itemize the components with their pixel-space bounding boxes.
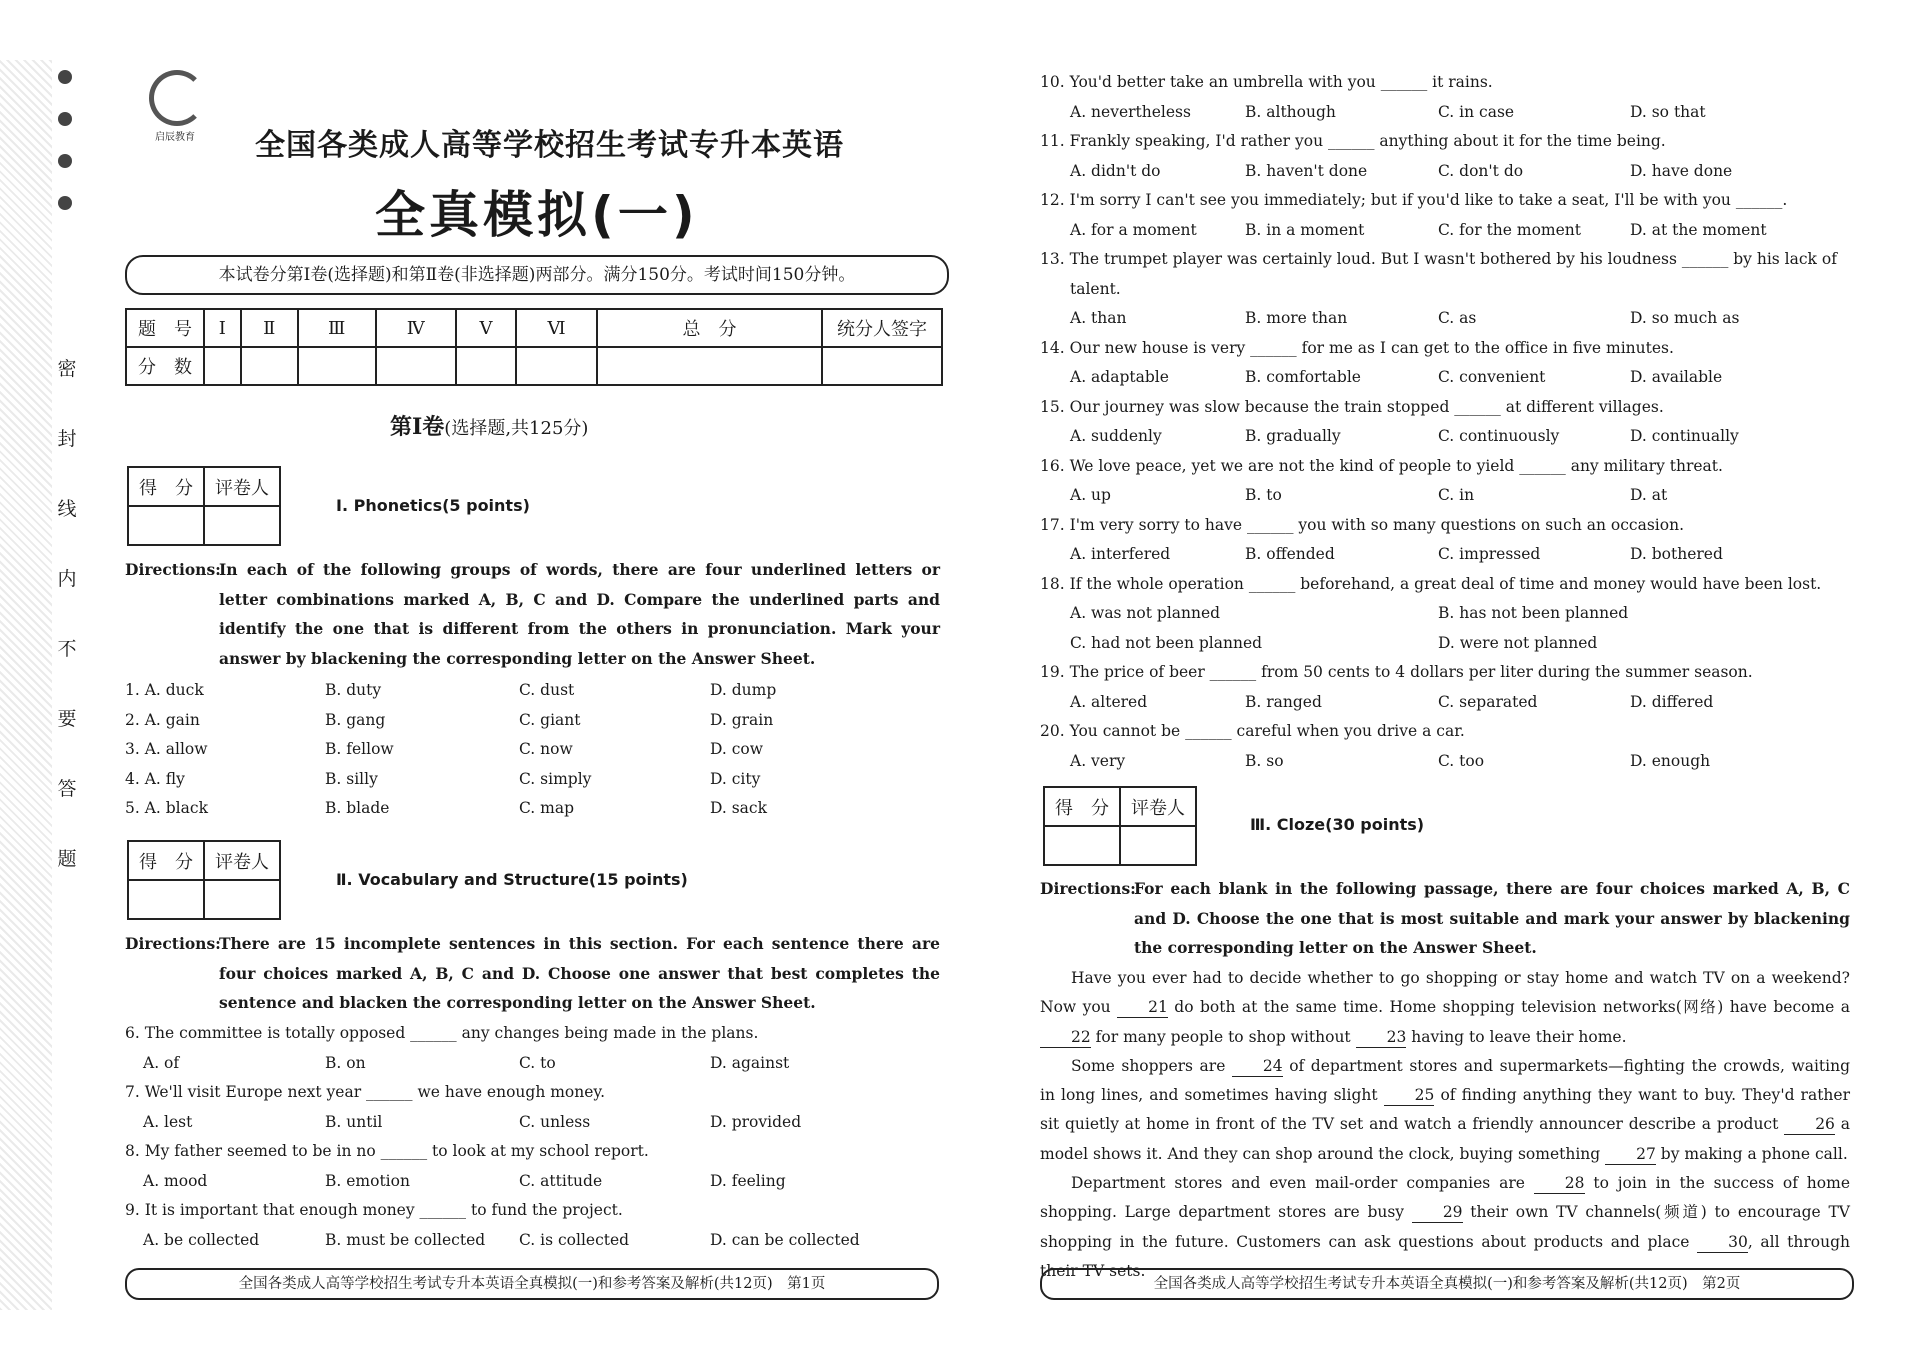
binding-holes — [58, 70, 82, 210]
seal-char: 不 — [57, 638, 77, 660]
options-row — [1040, 216, 1850, 246]
option: D. available — [1630, 368, 1723, 386]
logo — [145, 70, 205, 142]
score-cell — [376, 347, 456, 385]
option: B. blade — [325, 799, 390, 817]
exam-subtitle: 全真模拟(一) — [375, 186, 699, 244]
binding-hole — [58, 112, 72, 126]
passage-text: , all through their TV sets. — [1040, 1232, 1850, 1280]
passage-text: having to leave their home. — [1406, 1027, 1627, 1046]
grader-box — [127, 840, 281, 920]
score-row-label: 分 数 — [126, 347, 204, 385]
part1-directions — [125, 555, 940, 673]
cloze-paragraph — [1040, 964, 1850, 1052]
option: B. silly — [325, 769, 378, 788]
option: C. had not been planned — [1070, 633, 1263, 652]
binding-hole — [58, 196, 72, 210]
score-header-cell: Ⅵ — [516, 309, 597, 347]
cloze-blank: 27 — [1605, 1144, 1656, 1165]
cloze-blank: 30 — [1697, 1232, 1748, 1253]
grader-reviewer-label: 评卷人 — [204, 841, 280, 880]
option: B. on — [325, 1053, 366, 1072]
grader-cell — [204, 880, 280, 919]
option: D. grain — [710, 710, 774, 729]
part1-questions — [125, 676, 940, 824]
grader-score-label: 得 分 — [128, 467, 204, 506]
option: B. gradually — [1245, 427, 1341, 445]
score-header-cell: 题 号 — [126, 309, 204, 347]
score-table — [125, 308, 943, 386]
option: D. provided — [710, 1112, 802, 1131]
option: A. suddenly — [1070, 427, 1162, 445]
option: A. mood — [143, 1171, 208, 1190]
score-cell — [204, 347, 241, 385]
passage-text: Have you ever had to decide whether to go shopping or stay home and watch TV on a weekend? Now you — [1040, 969, 1850, 1017]
cloze-blank: 26 — [1784, 1114, 1835, 1135]
cloze-passage — [1040, 964, 1850, 1286]
part2-heading: Ⅱ. Vocabulary and Structure(15 points) — [336, 870, 688, 889]
question-stem: 15. Our journey was slow because the train stopped ______ at different villages. — [1040, 397, 1664, 416]
option: C. as — [1438, 309, 1477, 327]
options-row — [1040, 157, 1850, 187]
binding-strip — [0, 60, 52, 1310]
logo-icon — [149, 70, 205, 126]
options-row — [125, 1049, 940, 1079]
option: B. has not been planned — [1438, 604, 1629, 622]
options-row — [125, 1226, 940, 1256]
question-stem: 18. If the whole operation ______ beforehand, a great deal of time and money would have been lost. — [1040, 574, 1822, 593]
question-row — [125, 706, 940, 736]
page-footer: 全国各类成人高等学校招生考试专升本英语全真模拟(一)和参考答案及解析(共12页) 第1页 — [125, 1268, 939, 1300]
option: D. have done — [1630, 161, 1733, 180]
score-cell — [456, 347, 516, 385]
part3-directions — [1040, 874, 1850, 963]
grader-reviewer-label: 评卷人 — [1120, 787, 1196, 826]
part1-heading: Ⅰ. Phonetics(5 points) — [336, 496, 530, 515]
score-header-cell: Ⅱ — [241, 309, 298, 347]
option: C. unless — [519, 1112, 591, 1131]
grader-cell — [204, 506, 280, 545]
question-stem: 8. My father seemed to be in no ______ to look at my school report. — [125, 1142, 649, 1160]
option: D. feeling — [710, 1171, 786, 1190]
score-cell — [597, 347, 822, 385]
score-cell — [298, 347, 376, 385]
option: A. for a moment — [1070, 220, 1197, 239]
cloze-blank: 23 — [1356, 1027, 1407, 1048]
passage-text: a model shows it. And they can shop around the clock, buying something — [1040, 1115, 1851, 1163]
question-stem: 11. Frankly speaking, I'd rather you ______ anything about it for the time being. — [1040, 132, 1666, 150]
option: 5. A. black — [125, 799, 208, 817]
option: C. is collected — [519, 1230, 630, 1249]
option: A. up — [1070, 486, 1111, 504]
option: D. so that — [1630, 102, 1706, 121]
cloze-blank: 21 — [1117, 997, 1168, 1018]
option: C. continuously — [1438, 427, 1560, 445]
seal-char: 封 — [57, 428, 77, 450]
option: B. gang — [325, 710, 386, 729]
option: C. map — [519, 799, 575, 817]
passage-text: for many people to shop without — [1090, 1027, 1356, 1046]
option: D. at the moment — [1630, 220, 1767, 239]
directions-text: For each blank in the following passage, there are four choices marked A, B, C and D. Choose the one that is most suitable and mark your answer by blackening the corresponding letter on the Answer Sheet. — [1134, 879, 1850, 957]
score-cell — [822, 347, 942, 385]
question-row — [125, 735, 940, 765]
passage-text: Department stores and even mail-order companies are — [1071, 1174, 1534, 1193]
option: C. to — [519, 1053, 556, 1072]
option: B. ranged — [1245, 692, 1322, 711]
passage-text: of finding anything they want to buy. They'd rather sit quietly at home in front of the TV set and watch a friendly announcer describe a product — [1040, 1086, 1851, 1134]
question-stem: 20. You cannot be ______ careful when you drive a car. — [1040, 722, 1465, 740]
options-row — [1040, 481, 1850, 511]
option: B. more than — [1245, 309, 1348, 327]
part2-questions-left — [125, 1019, 940, 1255]
grader-box — [1043, 786, 1197, 866]
option: 1. A. duck — [125, 681, 204, 699]
passage-text: to join in the success of home shopping. Large department stores are busy — [1040, 1174, 1850, 1222]
option: A. of — [143, 1053, 180, 1072]
option: C. simply — [519, 769, 592, 788]
option: D. cow — [710, 740, 764, 758]
option: A. lest — [143, 1112, 193, 1131]
option: B. duty — [325, 681, 382, 699]
page-footer: 全国各类成人高等学校招生考试专升本英语全真模拟(一)和参考答案及解析(共12页) 第2页 — [1040, 1268, 1854, 1300]
passage-text: of department stores and supermarkets—fighting the crowds, waiting in long lines, and sometimes having slight — [1040, 1056, 1851, 1105]
grader-cell — [128, 880, 204, 919]
option: D. continually — [1630, 427, 1739, 445]
right-page — [960, 0, 1920, 1353]
directions-label: Directions: — [125, 934, 221, 953]
question-row — [125, 765, 940, 795]
seal-line-text — [56, 360, 78, 920]
part2-directions — [125, 929, 940, 1018]
grader-cell — [1120, 826, 1196, 865]
option: B. to — [1245, 486, 1282, 504]
grader-score-label: 得 分 — [128, 841, 204, 880]
option: D. sack — [710, 799, 767, 817]
option: A. adaptable — [1070, 368, 1169, 386]
option: C. giant — [519, 710, 581, 729]
options-row — [1040, 422, 1850, 452]
option: D. at — [1630, 486, 1668, 504]
option: A. was not planned — [1070, 604, 1221, 622]
option: C. in case — [1438, 102, 1515, 121]
directions-text: In each of the following groups of words, there are four underlined letters or letter combinations marked A, B, C and D. Compare the underlined parts and identify the one that is different from the others in pronunciation. Mark your answer by blackening the corresponding letter on the Answer Sheet. — [219, 560, 940, 668]
seal-char: 线 — [57, 498, 77, 520]
option: C. dust — [519, 681, 575, 699]
seal-char: 题 — [57, 848, 77, 870]
question-stem: 7. We'll visit Europe next year ______ we have enough money. — [125, 1083, 606, 1101]
question-stem: 19. The price of beer ______ from 50 cents to 4 dollars per liter during the summer season. — [1040, 663, 1753, 681]
score-header-cell: 总 分 — [597, 309, 822, 347]
option: B. haven't done — [1245, 161, 1368, 180]
option: C. impressed — [1438, 545, 1541, 563]
options-row — [1040, 363, 1850, 393]
score-header-cell: Ⅲ — [298, 309, 376, 347]
volume-note: (选择题,共125分) — [444, 418, 589, 439]
options-row — [1040, 98, 1850, 128]
question-stem: 13. The trumpet player was certainly loud. But I wasn't bothered by his loudness ______ by his lack of — [1040, 250, 1837, 268]
option: C. convenient — [1438, 368, 1546, 386]
passage-text: by making a phone call. — [1655, 1144, 1848, 1163]
directions-label: Directions: — [125, 560, 221, 579]
binding-hole — [58, 70, 72, 84]
options-row — [125, 1167, 940, 1197]
option: D. were not planned — [1438, 633, 1598, 652]
option: A. interfered — [1070, 545, 1171, 563]
options-row — [1040, 747, 1850, 777]
option: B. emotion — [325, 1171, 410, 1190]
option: B. so — [1245, 751, 1284, 770]
seal-char: 内 — [57, 568, 77, 590]
option: D. bothered — [1630, 545, 1723, 563]
directions-label: Directions: — [1040, 879, 1136, 898]
option: A. very — [1070, 751, 1126, 770]
option: C. don't do — [1438, 161, 1524, 180]
grader-box — [127, 466, 281, 546]
grader-score-label: 得 分 — [1044, 787, 1120, 826]
passage-text: Some shoppers are — [1071, 1056, 1232, 1075]
question-row — [125, 794, 940, 824]
option: D. so much as — [1630, 309, 1740, 327]
score-header-cell: Ⅰ — [204, 309, 241, 347]
exam-title: 全国各类成人高等学校招生考试专升本英语 — [255, 128, 844, 163]
option: B. until — [325, 1112, 383, 1131]
option: A. be collected — [143, 1230, 260, 1249]
option: A. than — [1070, 309, 1127, 327]
options-row — [1040, 540, 1850, 570]
question-stem: 10. You'd better take an umbrella with you ______ it rains. — [1040, 73, 1493, 91]
volume-title-text: 第Ⅰ卷 — [390, 414, 445, 440]
cloze-blank: 25 — [1384, 1085, 1435, 1106]
option: C. now — [519, 740, 573, 758]
exam-notice: 本试卷分第Ⅰ卷(选择题)和第Ⅱ卷(非选择题)两部分。满分150分。考试时间150分钟。 — [125, 255, 949, 295]
grader-cell — [1044, 826, 1120, 865]
options-row — [1040, 599, 1850, 629]
passage-text: do both at the same time. Home shopping television networks(网络) have become a — [1167, 998, 1851, 1017]
option: A. altered — [1070, 692, 1148, 711]
option: B. comfortable — [1245, 368, 1361, 386]
option: D. can be collected — [710, 1230, 860, 1249]
option: 3. A. allow — [125, 740, 208, 758]
question-stem: 12. I'm sorry I can't see you immediately; but if you'd like to take a seat, I'll be with you ______. — [1040, 191, 1788, 209]
option: D. dump — [710, 681, 777, 699]
option: C. in — [1438, 486, 1475, 504]
score-cell — [241, 347, 298, 385]
cloze-blank: 24 — [1232, 1056, 1283, 1077]
seal-char: 要 — [57, 708, 77, 730]
option: A. didn't do — [1070, 161, 1161, 180]
score-header-cell: 统分人签字 — [822, 309, 942, 347]
question-stem: 6. The committee is totally opposed ______ any changes being made in the plans. — [125, 1024, 759, 1042]
passage-text: their own TV channels(频道) to encourage TV shopping in the future. Customers can ask questions about products and place — [1040, 1203, 1850, 1251]
logo-text: 启辰教育 — [155, 132, 195, 143]
grader-reviewer-label: 评卷人 — [204, 467, 280, 506]
option: C. for the moment — [1438, 220, 1581, 239]
question-stem: 17. I'm very sorry to have ______ you with so many questions on such an occasion. — [1040, 515, 1684, 534]
directions-text: There are 15 incomplete sentences in this section. For each sentence there are four choices marked A, B, C and D. Choose one answer that best completes the sentence and blacken the corresponding letter on the Answer Sheet. — [219, 934, 940, 1012]
option: B. although — [1245, 102, 1336, 121]
part2-questions-right — [1040, 68, 1850, 776]
grader-cell — [128, 506, 204, 545]
binding-hole — [58, 154, 72, 168]
option: A. nevertheless — [1070, 102, 1191, 121]
question-stem-cont: talent. — [1070, 279, 1121, 298]
options-row — [1040, 688, 1850, 718]
volume-title — [390, 410, 588, 441]
seal-char: 密 — [57, 358, 77, 380]
score-header-cell: Ⅳ — [376, 309, 456, 347]
question-row — [125, 676, 940, 706]
option: 4. A. fly — [125, 769, 185, 788]
option: D. differed — [1630, 692, 1714, 711]
score-cell — [516, 347, 597, 385]
seal-char: 答 — [57, 778, 77, 800]
score-header-cell: Ⅴ — [456, 309, 516, 347]
options-row — [1040, 629, 1850, 659]
options-row — [125, 1108, 940, 1138]
option: B. must be collected — [325, 1230, 486, 1249]
option: D. enough — [1630, 751, 1711, 770]
question-stem: 14. Our new house is very ______ for me as I can get to the office in five minutes. — [1040, 338, 1674, 357]
cloze-blank: 29 — [1412, 1202, 1463, 1223]
option: D. against — [710, 1053, 790, 1072]
option: B. offended — [1245, 545, 1335, 563]
option: C. separated — [1438, 692, 1538, 711]
cloze-blank: 22 — [1040, 1027, 1091, 1048]
option: C. attitude — [519, 1171, 603, 1190]
question-stem: 9. It is important that enough money ______ to fund the project. — [125, 1201, 623, 1219]
option: B. fellow — [325, 740, 394, 758]
option: C. too — [1438, 751, 1485, 770]
option: B. in a moment — [1245, 220, 1365, 239]
cloze-paragraph — [1040, 1052, 1850, 1169]
question-stem: 16. We love peace, yet we are not the kind of people to yield ______ any military threat. — [1040, 456, 1723, 475]
option: D. city — [710, 769, 761, 788]
option: 2. A. gain — [125, 710, 200, 729]
part3-heading: Ⅲ. Cloze(30 points) — [1250, 815, 1425, 834]
options-row — [1040, 304, 1850, 334]
cloze-blank: 28 — [1534, 1173, 1585, 1194]
